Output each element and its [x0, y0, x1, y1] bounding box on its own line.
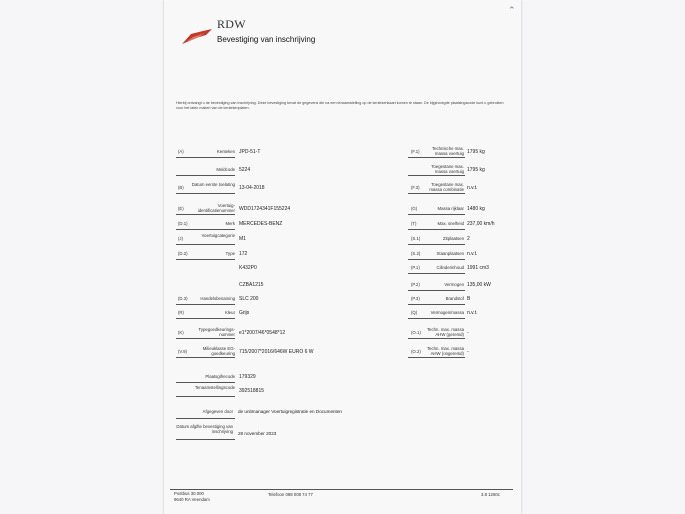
issuer-value: de unitmanager Voertuigregistratie en Documenten: [238, 409, 342, 414]
left-field-label: Kleur: [224, 310, 235, 315]
left-field-rule: [176, 214, 235, 215]
right-field-rule: [408, 175, 465, 176]
right-field-label: Max. snelheid: [437, 221, 464, 226]
left-field-rule: [176, 175, 235, 176]
right-field-code: (T): [411, 221, 417, 226]
background-right: [521, 0, 685, 514]
left-field-rule: [176, 229, 235, 230]
right-field-rule: [408, 357, 465, 358]
left-field-rule: [176, 338, 235, 339]
intro-text: Hierbij ontvangt u de bevestiging van inschrijving. Deze bevestiging bevat de gegevens die na een tenaamstelling op de kentekenkaart komen te staan. De bijgevoegde plaatsingscode kunt u gebruiken voor het laten maken van de kentekenplaten.: [176, 101, 504, 110]
right-field-value: 1991 cm3: [467, 264, 489, 271]
right-field-label: Vermogen/massa: [430, 310, 464, 315]
right-field-value: -: [467, 329, 469, 336]
right-field-rule: [408, 290, 465, 291]
right-field-label: Staanplaatsen: [436, 251, 464, 256]
date-label: Datum afgifte bevestiging van inschrijving: [176, 424, 233, 434]
left-field-label: Kenteken: [216, 149, 235, 154]
issuer-rule: [176, 418, 235, 419]
left-field-label: Voertuigcategorie: [201, 233, 235, 238]
document-sheet: [164, 0, 521, 514]
left-field-code: (E): [178, 206, 184, 211]
right-field-code: (G): [411, 206, 418, 211]
date-value: 28 november 2023: [238, 431, 277, 436]
left-field-label: Merk: [225, 221, 235, 226]
right-field-label: Toegestane max. massa voertuig: [431, 164, 464, 174]
left-field-rule: [176, 382, 235, 383]
right-field-rule: [408, 338, 465, 339]
document-title: Bevestiging van inschrijving: [217, 35, 316, 44]
left-field-code: (B): [178, 185, 184, 190]
left-field-label: Handelsbenaming: [200, 296, 235, 301]
right-field-label: Toegestane max. massa combinatie: [429, 182, 464, 192]
right-field-code: (S.2): [411, 251, 421, 256]
right-field-label: Techn. max. massa AHW (geremd): [426, 327, 464, 337]
right-field-label: Zitplaatsen: [442, 236, 464, 241]
right-field-value: -: [467, 348, 469, 355]
right-field-value: 237,00 km/h: [467, 220, 495, 227]
right-field-label: Brandstof: [445, 296, 464, 301]
left-field-value: WDD1724341F155224: [239, 205, 291, 212]
left-field-rule: [176, 259, 235, 260]
left-field-value: SLC 200: [239, 295, 259, 302]
left-field-rule: [176, 193, 235, 194]
right-field-rule: [408, 193, 465, 194]
left-field-code: (V.9): [178, 349, 187, 354]
footer-phone: Telefoon 088 008 74 77: [268, 492, 313, 497]
left-field-code: (D.2): [178, 251, 188, 256]
left-field-label: Typegoedkeurings-nummer: [198, 327, 235, 337]
left-field-value: MERCEDES-BENZ: [239, 220, 283, 227]
left-field-code: (A): [178, 149, 184, 154]
footer-postbus: Postbus 30.000: [174, 491, 204, 496]
footer-rule: [170, 489, 513, 490]
left-field-rule: [176, 318, 235, 319]
left-field-value: 5224: [239, 166, 251, 173]
left-field-rule: [176, 157, 235, 158]
left-field-value: 179329: [239, 373, 256, 380]
right-field-code: (P.1): [411, 265, 420, 270]
left-field-label: Milieuklasse EG-goedkeuring: [202, 346, 235, 356]
right-field-value: 1795 kg: [467, 148, 485, 155]
left-field-label: Type: [225, 251, 235, 256]
left-field-rule: [176, 304, 235, 305]
right-field-value: 135,00 kW: [467, 281, 491, 288]
left-field-value: CZBA1215: [239, 281, 264, 288]
right-field-value: B: [467, 295, 471, 302]
right-field-code: (P.3): [411, 296, 420, 301]
left-field-label: Datum eerste toelating: [191, 182, 235, 187]
rdw-logo-icon: [181, 28, 213, 46]
right-field-code: (O.1): [411, 330, 421, 335]
right-field-value: n.v.t.: [467, 184, 478, 191]
left-field-code: (D.1): [178, 221, 188, 226]
right-field-value: 2: [467, 235, 470, 242]
left-field-label: Tenaamstellingscode: [194, 385, 235, 390]
right-field-rule: [408, 157, 465, 158]
left-field-label: Voertuig-identificatienummer: [197, 203, 235, 213]
left-field-code: (R): [178, 310, 184, 315]
right-field-label: Techn. max. massa AHW (ongeremd): [426, 346, 464, 356]
right-field-rule: [408, 229, 465, 230]
left-field-value: 392518815: [239, 387, 265, 394]
right-field-rule: [408, 259, 465, 260]
left-field-value: K432P0: [239, 264, 257, 271]
left-field-rule: [176, 357, 235, 358]
left-field-rule: [176, 396, 235, 397]
right-field-code: (O.2): [411, 349, 421, 354]
corner-mark: ⌃: [508, 5, 516, 15]
date-rule: [176, 439, 235, 440]
right-field-rule: [408, 273, 465, 274]
right-field-rule: [408, 304, 465, 305]
right-field-code: (P.2): [411, 282, 420, 287]
left-field-label: Plaatsgifrecode: [205, 374, 235, 379]
left-field-value: 715/2007*2016/646W EURO 6 W: [239, 348, 314, 355]
right-field-label: Massa rijklaar: [437, 206, 464, 211]
left-field-value: 172: [239, 250, 248, 257]
right-field-rule: [408, 318, 465, 319]
right-field-value: 1795 kg: [467, 166, 485, 173]
left-field-rule: [176, 244, 235, 245]
right-field-label: Vermogen: [444, 282, 464, 287]
right-field-code: (F.1): [411, 149, 420, 154]
right-field-rule: [408, 244, 465, 245]
right-field-value: 1480 kg: [467, 205, 485, 212]
right-field-code: (S.1): [411, 236, 421, 241]
left-field-value: 13-04-2018: [239, 184, 265, 191]
issuer-label: Afgegeven door: [202, 409, 233, 414]
left-field-value: e1*2007/46*0548*12: [239, 329, 286, 336]
left-field-value: Grijs: [239, 309, 250, 316]
right-field-code: (Q): [411, 310, 418, 315]
left-field-code: (J): [178, 236, 184, 241]
right-field-code: (F.3): [411, 185, 420, 190]
left-field-code: (D.3): [178, 296, 188, 301]
right-field-value: n.v.t.: [467, 250, 478, 257]
right-field-label: Cilinderinhoud: [436, 265, 464, 270]
right-field-rule: [408, 214, 465, 215]
right-field-label: Technische max. massa voertuig: [431, 146, 464, 156]
left-field-label: Meldcode: [216, 167, 235, 172]
left-field-value: M1: [239, 235, 246, 242]
right-field-value: n.v.t.: [467, 309, 478, 316]
background-left: [0, 0, 164, 514]
left-field-code: (K): [178, 330, 184, 335]
footer-reference: 3.8 1260c: [481, 492, 500, 497]
footer-postcode: 9640 RA Veendam: [174, 497, 210, 502]
left-field-value: JPD-51-T: [239, 148, 261, 155]
brand-name: RDW: [217, 17, 246, 31]
